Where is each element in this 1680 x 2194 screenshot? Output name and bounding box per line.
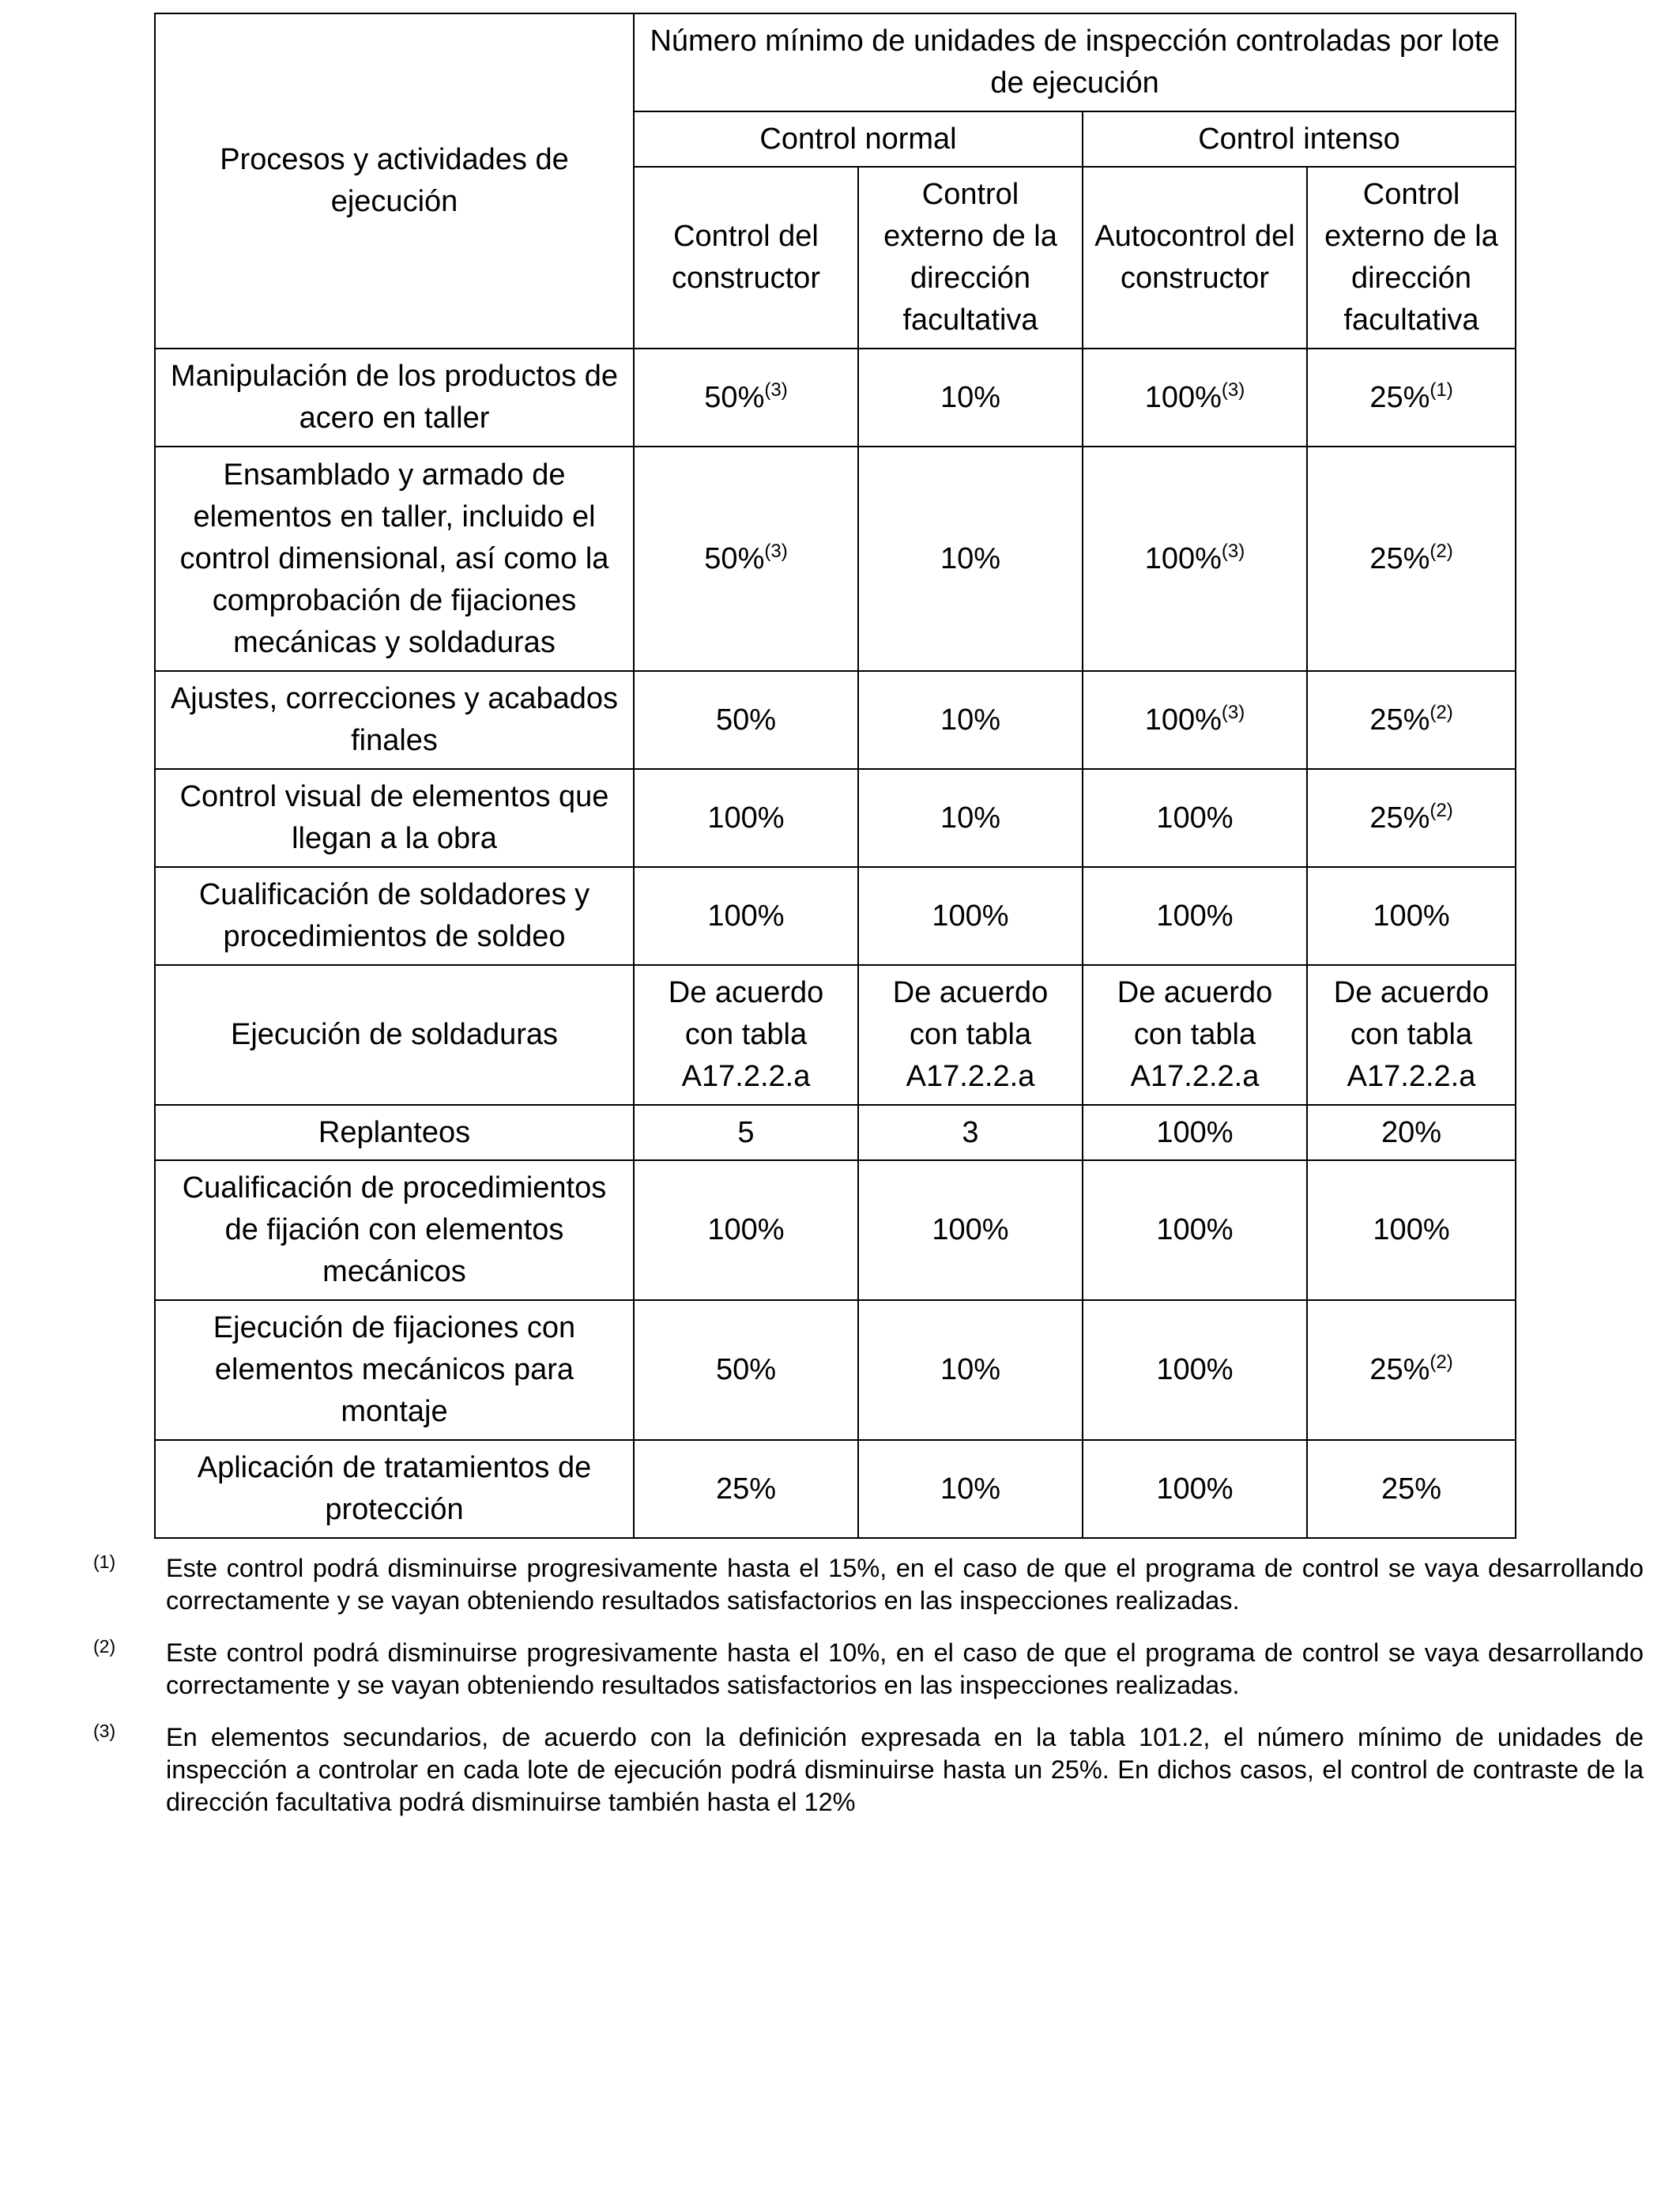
header-sub-1: Control del constructor: [634, 167, 858, 349]
value-cell: [1307, 349, 1516, 447]
value-cell: [634, 867, 858, 965]
table-row: [155, 447, 1516, 671]
cell-value: 100%: [1144, 380, 1222, 414]
table-row: [155, 349, 1516, 447]
cell-value: 100%: [932, 899, 1009, 933]
cell-value: 25%: [1369, 703, 1430, 737]
cell-value: 10%: [940, 703, 1001, 737]
header-sub-2: Control externo de la dirección facultativa: [858, 167, 1083, 349]
footnote-ref: (1): [1430, 379, 1453, 401]
value-cell: [1307, 867, 1516, 965]
cell-value: 100%: [1156, 1115, 1234, 1149]
process-cell: Replanteos: [155, 1105, 634, 1160]
header-sub-3: Autocontrol del constructor: [1083, 167, 1307, 349]
header-control-intenso: Control intenso: [1083, 111, 1516, 167]
header-group-title: Número mínimo de unidades de inspección controladas por lote de ejecución: [634, 13, 1516, 111]
value-cell: [858, 1300, 1083, 1440]
process-cell: Manipulación de los productos de acero en taller: [155, 349, 634, 447]
process-cell: Ensamblado y armado de elementos en taller, incluido el control dimensional, así como la comprobación de fijaciones mecánicas y soldaduras: [155, 447, 634, 671]
value-cell: [1083, 671, 1307, 769]
value-cell: [634, 769, 858, 867]
footnote: [93, 1721, 1644, 1819]
value-cell: [858, 1440, 1083, 1538]
value-cell: [634, 447, 858, 671]
value-cell: [1307, 1300, 1516, 1440]
cell-value: 100%: [707, 1213, 785, 1246]
value-cell: [634, 1105, 858, 1160]
cell-value: 100%: [1156, 899, 1234, 933]
value-cell: [858, 447, 1083, 671]
footnote-text: Este control podrá disminuirse progresivamente hasta el 15%, en el caso de que el programa de control se vaya desarrollando correctamente y se vayan obteniendo resultados satisfactorios en las inspecciones realizadas.: [166, 1554, 1644, 1615]
table-header: [155, 13, 1516, 349]
cell-value: 25%: [1369, 380, 1430, 414]
cell-value: 100%: [1156, 1472, 1234, 1506]
cell-value: 3: [962, 1115, 979, 1149]
footnote: [93, 1552, 1644, 1617]
cell-value: 100%: [1156, 801, 1234, 835]
value-cell: [1083, 965, 1307, 1105]
table-row: [155, 965, 1516, 1105]
value-cell: [1083, 1105, 1307, 1160]
footnote-ref: (2): [1430, 1351, 1453, 1373]
table-row: [155, 1105, 1516, 1160]
value-cell: [858, 769, 1083, 867]
footnote-mark: (1): [93, 1551, 116, 1572]
value-cell: [1307, 447, 1516, 671]
cell-value: De acuerdo con tabla A17.2.2.a: [668, 976, 824, 1093]
cell-value: 25%: [1369, 801, 1430, 835]
footnote-ref: (2): [1430, 799, 1453, 821]
footnote-text: En elementos secundarios, de acuerdo con la definición expresada en la tabla 101.2, el número mínimo de unidades de inspección a controlar en cada lote de ejecución podrá disminuirse hasta un 25%. En dichos casos, el control de contraste de la dirección facultativa podrá disminuirse también hasta el 12%: [166, 1723, 1644, 1816]
table-row: [155, 769, 1516, 867]
value-cell: [634, 965, 858, 1105]
process-cell: Cualificación de procedimientos de fijación con elementos mecánicos: [155, 1160, 634, 1300]
table-body: [155, 349, 1516, 1538]
cell-value: 20%: [1381, 1115, 1442, 1149]
cell-value: 100%: [1144, 703, 1222, 737]
value-cell: [1307, 769, 1516, 867]
footnote-ref: (2): [1430, 540, 1453, 562]
header-control-normal: Control normal: [634, 111, 1083, 167]
cell-value: 25%: [1369, 541, 1430, 575]
process-cell: Ejecución de fijaciones con elementos mecánicos para montaje: [155, 1300, 634, 1440]
value-cell: [1083, 447, 1307, 671]
value-cell: [858, 671, 1083, 769]
footnote-mark: (3): [93, 1721, 116, 1741]
cell-value: 100%: [1373, 899, 1450, 933]
process-cell: Cualificación de soldadores y procedimientos de soldeo: [155, 867, 634, 965]
value-cell: [1083, 1440, 1307, 1538]
cell-value: 100%: [1156, 1213, 1234, 1246]
table-row: [155, 671, 1516, 769]
value-cell: [1083, 867, 1307, 965]
process-cell: Control visual de elementos que llegan a la obra: [155, 769, 634, 867]
value-cell: [1083, 1160, 1307, 1300]
value-cell: [1307, 1160, 1516, 1300]
value-cell: [1307, 965, 1516, 1105]
value-cell: [1307, 1440, 1516, 1538]
value-cell: [1083, 1300, 1307, 1440]
footnote-ref: (3): [1221, 540, 1245, 562]
process-cell: Ejecución de soldaduras: [155, 965, 634, 1105]
table-row: [155, 1160, 1516, 1300]
cell-value: 5: [737, 1115, 755, 1149]
table-row: [155, 1440, 1516, 1538]
footnote-mark: (2): [93, 1636, 116, 1657]
footnote-ref: (3): [764, 379, 788, 401]
cell-value: 50%: [704, 541, 765, 575]
cell-value: 100%: [1373, 1213, 1450, 1246]
value-cell: [634, 1160, 858, 1300]
cell-value: 25%: [715, 1472, 777, 1506]
footnote-ref: (3): [1221, 701, 1245, 723]
table-row: [155, 867, 1516, 965]
value-cell: [858, 1105, 1083, 1160]
value-cell: [858, 1160, 1083, 1300]
value-cell: [1083, 349, 1307, 447]
cell-value: 50%: [715, 1353, 777, 1386]
cell-value: 10%: [940, 541, 1001, 575]
inspection-table: [154, 13, 1516, 1539]
value-cell: [858, 349, 1083, 447]
header-processes: Procesos y actividades de ejecución: [155, 13, 634, 349]
cell-value: 10%: [940, 380, 1001, 414]
cell-value: De acuerdo con tabla A17.2.2.a: [1117, 976, 1273, 1093]
footnote-ref: (3): [1221, 379, 1245, 401]
cell-value: 10%: [940, 801, 1001, 835]
cell-value: 100%: [1144, 541, 1222, 575]
cell-value: 10%: [940, 1472, 1001, 1506]
value-cell: [1307, 1105, 1516, 1160]
cell-value: 10%: [940, 1353, 1001, 1386]
footnotes: [93, 1552, 1644, 1838]
cell-value: 25%: [1381, 1472, 1442, 1506]
value-cell: [858, 867, 1083, 965]
footnote: [93, 1637, 1644, 1702]
value-cell: [1083, 769, 1307, 867]
cell-value: 25%: [1369, 1353, 1430, 1386]
cell-value: De acuerdo con tabla A17.2.2.a: [1333, 976, 1490, 1093]
footnote-text: Este control podrá disminuirse progresivamente hasta el 10%, en el caso de que el programa de control se vaya desarrollando correctamente y se vayan obteniendo resultados satisfactorios en las inspecciones realizadas.: [166, 1638, 1644, 1699]
cell-value: 50%: [704, 380, 765, 414]
header-sub-4: Control externo de la dirección facultativa: [1307, 167, 1516, 349]
cell-value: 50%: [715, 703, 777, 737]
value-cell: [634, 349, 858, 447]
cell-value: 100%: [707, 899, 785, 933]
cell-value: 100%: [932, 1213, 1009, 1246]
footnote-ref: (3): [764, 540, 788, 562]
cell-value: 100%: [1156, 1353, 1234, 1386]
value-cell: [858, 965, 1083, 1105]
value-cell: [1307, 671, 1516, 769]
value-cell: [634, 1440, 858, 1538]
table-row: [155, 1300, 1516, 1440]
process-cell: Aplicación de tratamientos de protección: [155, 1440, 634, 1538]
footnote-ref: (2): [1430, 701, 1453, 723]
process-cell: Ajustes, correcciones y acabados finales: [155, 671, 634, 769]
cell-value: 100%: [707, 801, 785, 835]
value-cell: [634, 671, 858, 769]
cell-value: De acuerdo con tabla A17.2.2.a: [892, 976, 1049, 1093]
value-cell: [634, 1300, 858, 1440]
